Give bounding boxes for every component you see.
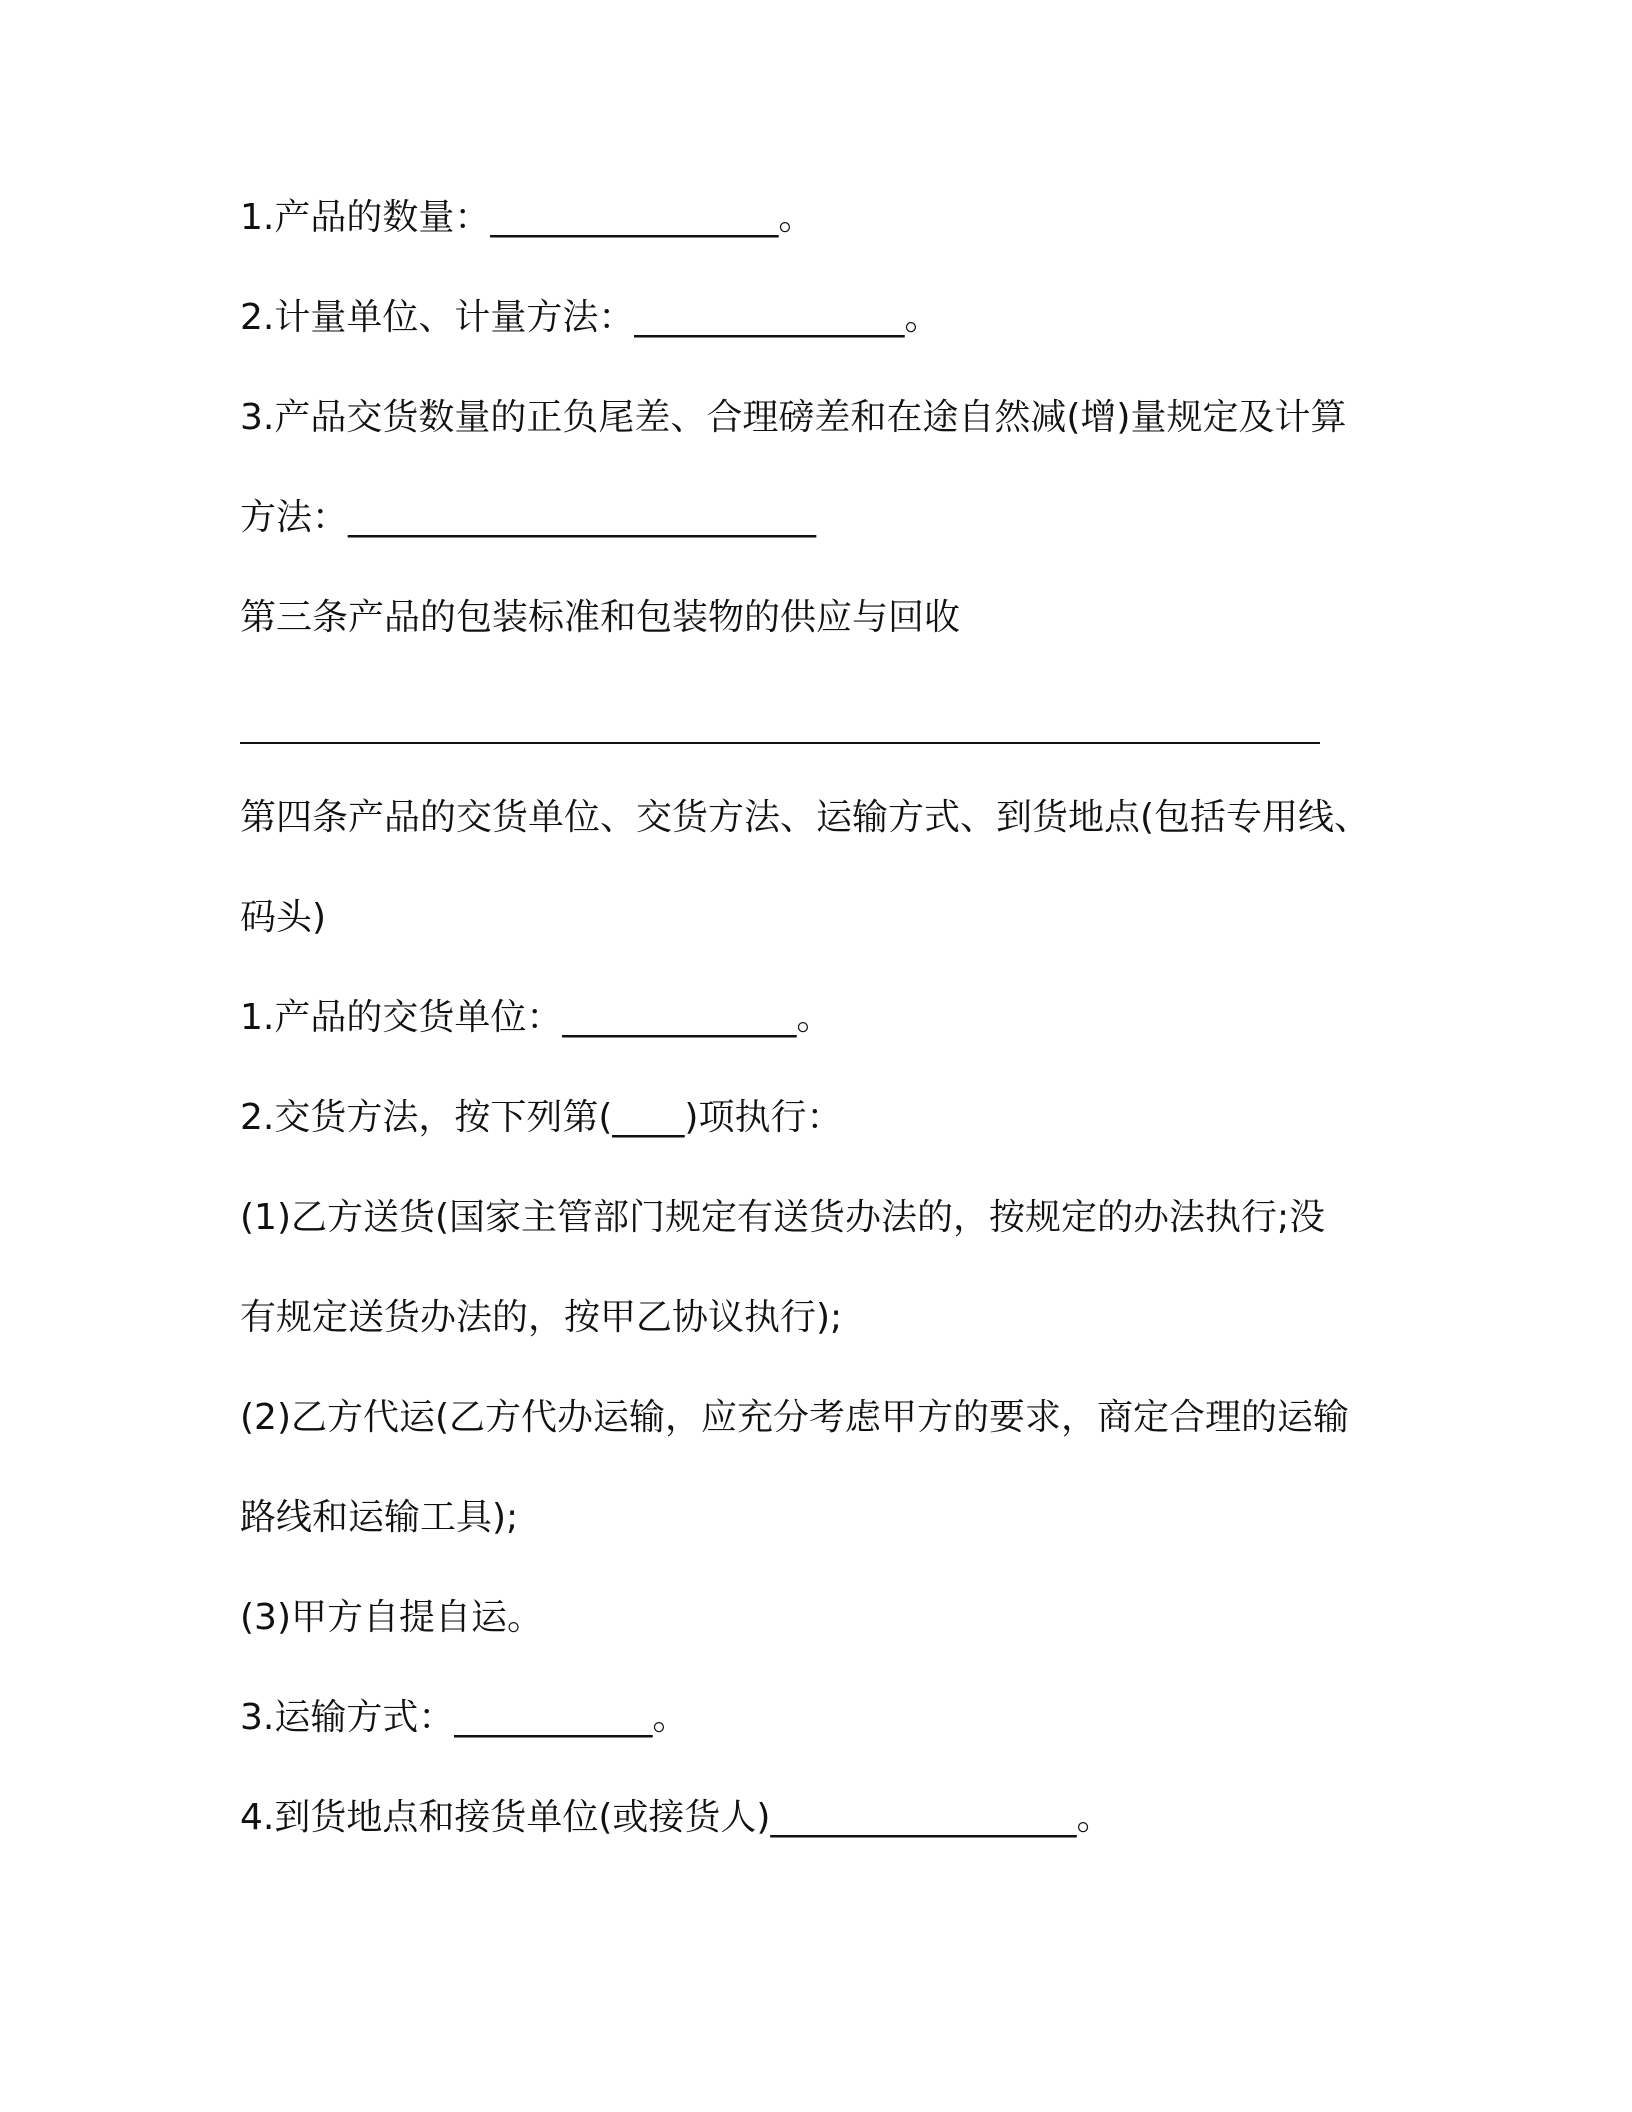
article-three-heading: 第三条产品的包装标准和包装物的供应与回收: [240, 597, 961, 638]
clause-item-tolerance-cont: 方法：__________________________: [240, 497, 817, 538]
clause-item-transport-mode: 3.运输方式：___________。: [240, 1697, 689, 1738]
option-buyer-pickup: (3)甲方自提自运。: [240, 1597, 543, 1638]
article-four-heading: 第四条产品的交货单位、交货方法、运输方式、到货地点(包括专用线、: [240, 797, 1371, 838]
article-four-heading-cont: 码头): [240, 897, 327, 938]
option-seller-shipping-cont: 路线和运输工具);: [240, 1497, 519, 1538]
clause-item-delivery-method: 2.交货方法，按下列第(____)项执行：: [240, 1097, 843, 1138]
option-seller-delivery-cont: 有规定送货办法的，按甲乙协议执行);: [240, 1297, 843, 1338]
option-seller-shipping: (2)乙方代运(乙方代办运输，应充分考虑甲方的要求，商定合理的运输: [240, 1397, 1350, 1438]
clause-item-quantity: 1.产品的数量：________________。: [240, 197, 815, 238]
fill-in-blank-line: [240, 742, 1320, 744]
clause-item-destination: 4.到货地点和接货单位(或接货人)_________________。: [240, 1797, 1113, 1838]
clause-item-tolerance: 3.产品交货数量的正负尾差、合理磅差和在途自然减(增)量规定及计算: [240, 397, 1347, 438]
clause-item-unit-method: 2.计量单位、计量方法：_______________。: [240, 297, 941, 338]
clause-item-delivery-unit: 1.产品的交货单位：_____________。: [240, 997, 833, 1038]
option-seller-delivery: (1)乙方送货(国家主管部门规定有送货办法的，按规定的办法执行;没: [240, 1197, 1326, 1238]
